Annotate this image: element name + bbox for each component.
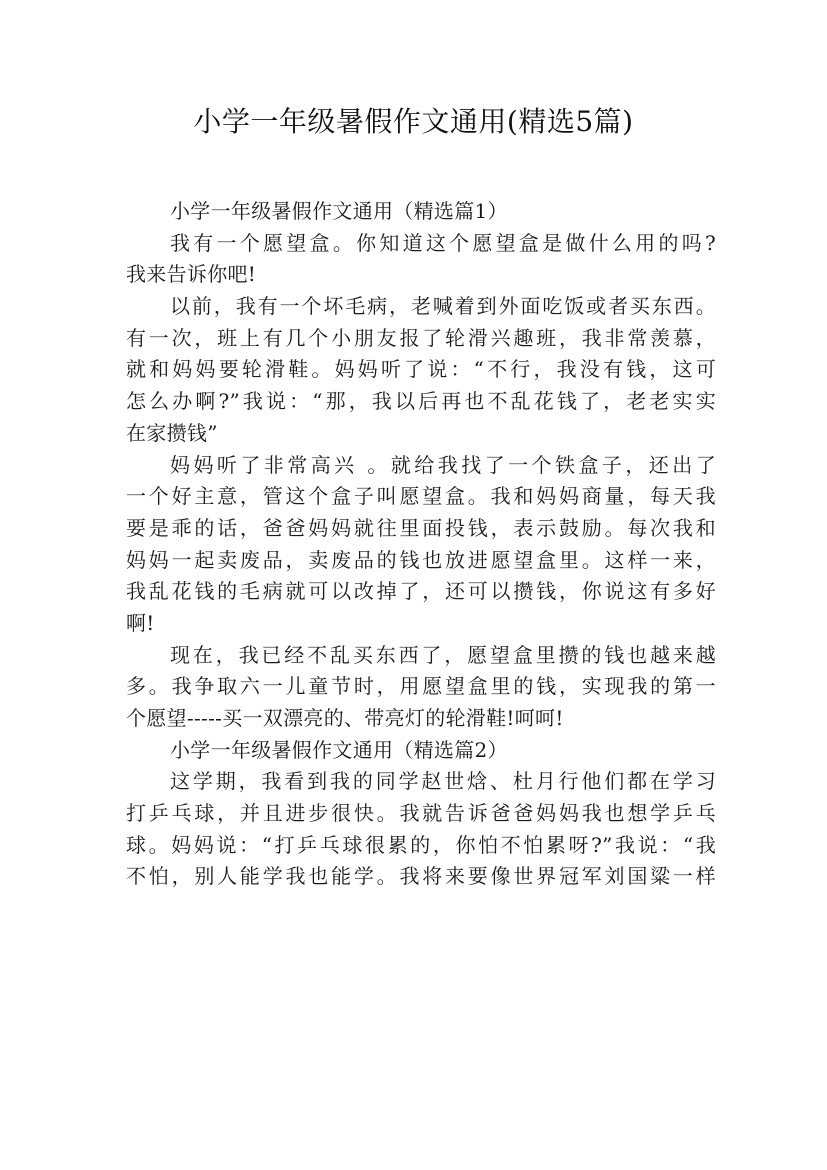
paragraph-line: 要是乖的话，爸爸妈妈就往里面投钱，表示鼓励。每次我和: [126, 515, 716, 540]
paragraph-line: 不怕，别人能学我也能学。我将来要像世界冠军刘国粱一样: [126, 864, 716, 889]
section-heading-1: 小学一年级暑假作文通用（精选篇1）: [170, 199, 508, 223]
paragraph-line: 打乒乓球，并且进步很快。我就告诉爸爸妈妈我也想学乒乓: [126, 801, 716, 826]
paragraph-line: 球。妈妈说：“打乒乓球很累的，你怕不怕累呀?”我说：“我: [126, 832, 716, 857]
section-heading-2: 小学一年级暑假作文通用（精选篇2）: [170, 737, 508, 762]
paragraph-line: 这学期，我看到我的同学赵世焓、杜月行他们都在学习: [170, 769, 716, 794]
paragraph-line: 妈妈听了非常高兴 。就给我找了一个铁盒子，还出了: [170, 452, 716, 477]
paragraph-line: 我来告诉你吧!: [126, 262, 257, 287]
paragraph-line: 现在，我已经不乱买东西了，愿望盒里攒的钱也越来越: [170, 642, 716, 667]
paragraph-line: 个愿望-----买一双漂亮的、带亮灯的轮滑鞋!呵呵!: [126, 706, 564, 730]
paragraph-line: 我有一个愿望盒。你知道这个愿望盒是做什么用的吗?: [170, 230, 716, 255]
paragraph-line: 以前，我有一个坏毛病，老喊着到外面吃饭或者买东西。: [170, 294, 716, 319]
paragraph-line: 我乱花钱的毛病就可以改掉了，还可以攒钱，你说这有多好: [126, 579, 716, 604]
paragraph-line: 在家攒钱”: [126, 420, 218, 445]
paragraph-line: 一个好主意，管这个盒子叫愿望盒。我和妈妈商量，每天我: [126, 484, 716, 509]
paragraph-line: 多。我争取六一儿童节时，用愿望盒里的钱，实现我的第一: [126, 674, 716, 699]
document-body: [126, 196, 716, 893]
paragraph-line: 就和妈妈要轮滑鞋。妈妈听了说：“不行，我没有钱，这可: [126, 357, 716, 382]
document-title: 小学一年级暑假作文通用(精选5篇): [193, 105, 634, 138]
paragraph-line: 怎么办啊?”我说：“那，我以后再也不乱花钱了，老老实实: [126, 389, 716, 414]
paragraph-line: 有一次，班上有几个小朋友报了轮滑兴趣班，我非常羡慕，: [126, 325, 716, 350]
paragraph-line: 妈妈一起卖废品，卖废品的钱也放进愿望盒里。这样一来，: [126, 547, 716, 572]
paragraph-line: 啊!: [126, 610, 155, 635]
